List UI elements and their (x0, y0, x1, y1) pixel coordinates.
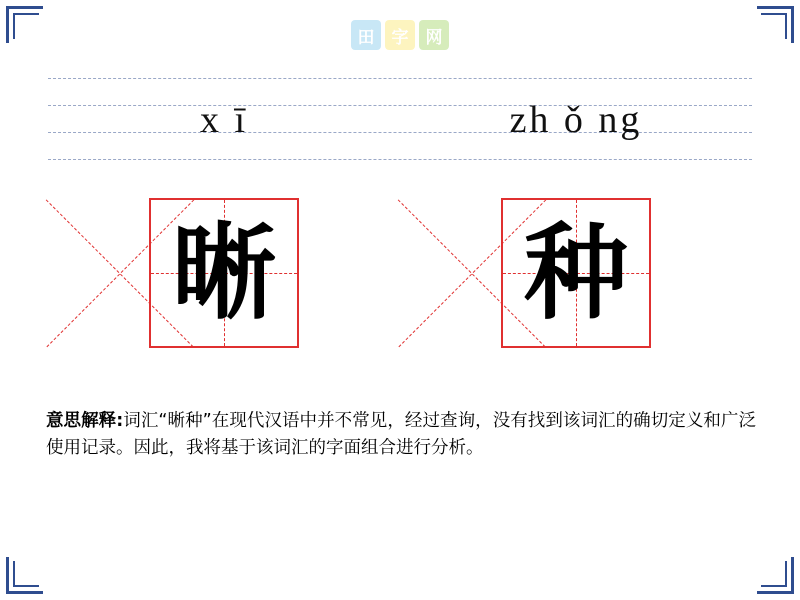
character-grid-row (48, 198, 752, 358)
explanation-label: 意思解释: (46, 411, 124, 431)
corner-ornament-top-right (757, 6, 794, 43)
corner-ornament-top-left (6, 6, 43, 43)
corner-ornament-inner (13, 561, 39, 587)
corner-ornament-inner (761, 13, 787, 39)
pinyin-row (48, 86, 752, 154)
character-cell-2 (400, 198, 752, 358)
watermark-block-1: 田 (351, 20, 381, 50)
watermark-block-3: 网 (419, 20, 449, 50)
corner-ornament-inner (13, 13, 39, 39)
tianzige-grid-1 (149, 198, 299, 348)
tianzige-grid-2 (501, 198, 651, 348)
corner-ornament-inner (761, 561, 787, 587)
staff-line-1 (48, 78, 752, 79)
pinyin-text-2: zh ǒ ng (509, 99, 643, 141)
staff-line-4 (48, 159, 752, 160)
watermark-block-2: 字 (385, 20, 415, 50)
site-watermark-logo (351, 20, 449, 50)
character-glyph-2: 种 (523, 212, 628, 334)
corner-ornament-bottom-left (6, 557, 43, 594)
character-glyph-1: 晰 (171, 212, 276, 334)
character-cell-1 (48, 198, 400, 358)
explanation-paragraph (46, 408, 756, 462)
explanation-text: 词汇“晰种”在现代汉语中并不常见，经过查询，没有找到该词汇的确切定义和广泛使用记录。因此，我将基于该词汇的字面组合进行分析。 (46, 411, 756, 459)
pinyin-text-1: x ī (199, 99, 249, 141)
corner-ornament-bottom-right (757, 557, 794, 594)
